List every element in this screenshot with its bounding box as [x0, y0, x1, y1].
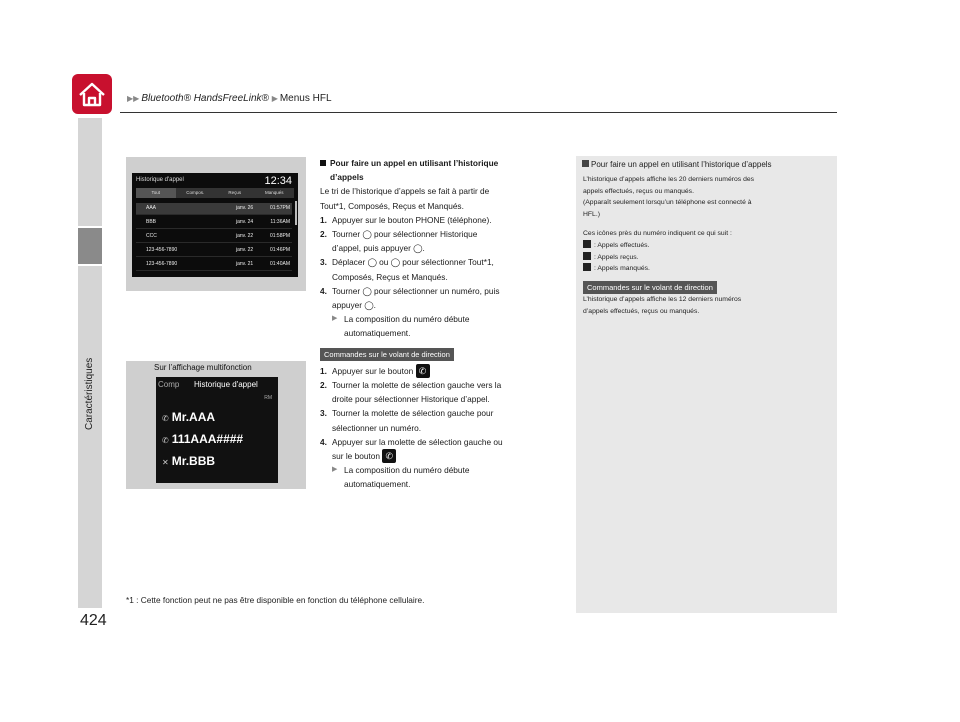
list-item[interactable]: AAA janv. 26 01:57PM — [136, 203, 292, 215]
section-label: Caractéristiques — [84, 357, 95, 430]
steering-controls-tag: Commandes sur le volant de direction — [583, 281, 717, 294]
intro-text: Le tri de l’historique d’appels se fait à partir de — [320, 186, 490, 197]
section-heading-cont: d’appels — [330, 172, 364, 183]
image-caption: Sur l’affichage multifonction — [154, 363, 252, 372]
breadcrumb-item[interactable]: Bluetooth® HandsFreeLink® — [141, 93, 269, 104]
note-heading: Pour faire un appel en utilisant l’historique d’appels — [582, 160, 772, 169]
screen-title: Historique d'appel — [194, 380, 258, 389]
breadcrumb — [127, 93, 332, 104]
screen-tabs — [136, 188, 294, 198]
intro-text: Tout*1, Composés, Reçus et Manqués. — [320, 200, 464, 211]
list-item[interactable]: BBB janv. 24 11:36AM — [136, 217, 292, 229]
tab-manques[interactable]: Manqués — [264, 190, 284, 195]
phone-button-icon: ✆ — [382, 449, 396, 463]
call-icon: ✆ — [162, 436, 169, 445]
list-item[interactable]: ✆ Mr.AAA — [162, 410, 216, 424]
note-box — [576, 156, 837, 613]
list-item[interactable]: CCC janv. 22 01:58PM — [136, 231, 292, 243]
instructions: Pour faire un appel en utilisant l’historique d’appels Le tri de l’historique d’appels se fait à partir de Tout*1, Composés, Reçus et Manqués. 1. Appuyer sur le bouton PHONE (téléphone). 2. Tourner ◯ pour sélectionner Historique d’appel, puis appuyer ◯. 3. Déplacer ◯ ou ◯ pour sélectionner Tout*1, Composés, Reçus et Manqués. 4. Tourner ◯ pour sélectionner un numéro, puis appuyer ◯. ▶ La composition du numéro débute automatiquement. Commandes sur le volant de direction 1. Appuyer sur le bouton ✆ 2. Tourner la molette de sélection gauche vers la droite pour sélectionner Historique d’appel. 3. Tourner la molette de sélection gauche pour sélectionner un numéro. 4. Appuyer sur la molette de sélection gauche ou sur le bouton ✆ ▶ La composition du numéro débute automatiquement. — [320, 156, 570, 492]
call-icon: ✕ — [162, 458, 169, 467]
note-body: L’historique d’appels affiche les 20 derniers numéros des appels effectués, reçus ou manqués. (Apparaît seulement lorsqu’un téléphone est connecté à HFL.) Ces icônes près du numéro indiquent ce qui suit : : Appels effectués. : Appels reçus. : Appels manqués. Commandes sur le volant de direction L’historique d’appels affiche les 12 derniers numéros d’appels effectués, reçus ou manqués. — [583, 176, 755, 315]
multi-info-screen — [156, 377, 278, 483]
sidebar-tab — [78, 266, 102, 608]
screen-title: Historique d'appel — [136, 177, 184, 183]
result-arrow-icon: ▶ — [332, 315, 338, 323]
footnote: *1 : Cette fonction peut ne pas être disponible en fonction du téléphone cellulaire. — [126, 595, 425, 605]
steering-controls-tag: Commandes sur le volant de direction — [320, 348, 454, 361]
page-number: 424 — [80, 612, 107, 629]
header-rule — [120, 112, 837, 113]
incoming-call-icon — [583, 252, 591, 260]
missed-call-icon — [583, 263, 591, 271]
status-indicator: RM — [264, 395, 272, 401]
list-item[interactable]: ✆ 111AAA#### — [162, 432, 244, 446]
home-icon[interactable] — [72, 74, 112, 114]
sidebar-tab-active — [78, 228, 102, 264]
screen-clock: 12:34 — [264, 175, 292, 187]
note-icon — [582, 160, 589, 167]
breadcrumb-arrow-icon: ▶ — [271, 94, 278, 103]
breadcrumb-item[interactable]: Menus HFL — [279, 93, 332, 104]
scrollbar[interactable] — [295, 201, 297, 225]
section-bullet-icon — [320, 160, 326, 166]
outgoing-call-icon — [583, 240, 591, 248]
call-history-screen — [132, 173, 298, 277]
call-icon: ✆ — [162, 414, 169, 423]
breadcrumb-arrow-icon: ▶▶ — [127, 94, 140, 103]
result-arrow-icon: ▶ — [332, 466, 338, 474]
list-item[interactable]: 123-456-7890 janv. 22 01:46PM — [136, 245, 292, 257]
comp-label: Comp — [158, 380, 180, 389]
list-item[interactable]: 123-456-7890 janv. 21 01:40AM — [136, 259, 292, 271]
tab-compos[interactable]: Compos. — [186, 190, 205, 195]
sidebar-tab — [78, 118, 102, 226]
tab-tout[interactable]: Tout — [136, 188, 176, 198]
phone-button-icon: ✆ — [416, 364, 430, 378]
tab-recus[interactable]: Reçus — [228, 190, 242, 195]
section-heading: Pour faire un appel en utilisant l’historique — [330, 158, 499, 168]
list-item[interactable]: ✕ Mr.BBB — [162, 454, 216, 468]
screen-header — [156, 379, 278, 392]
